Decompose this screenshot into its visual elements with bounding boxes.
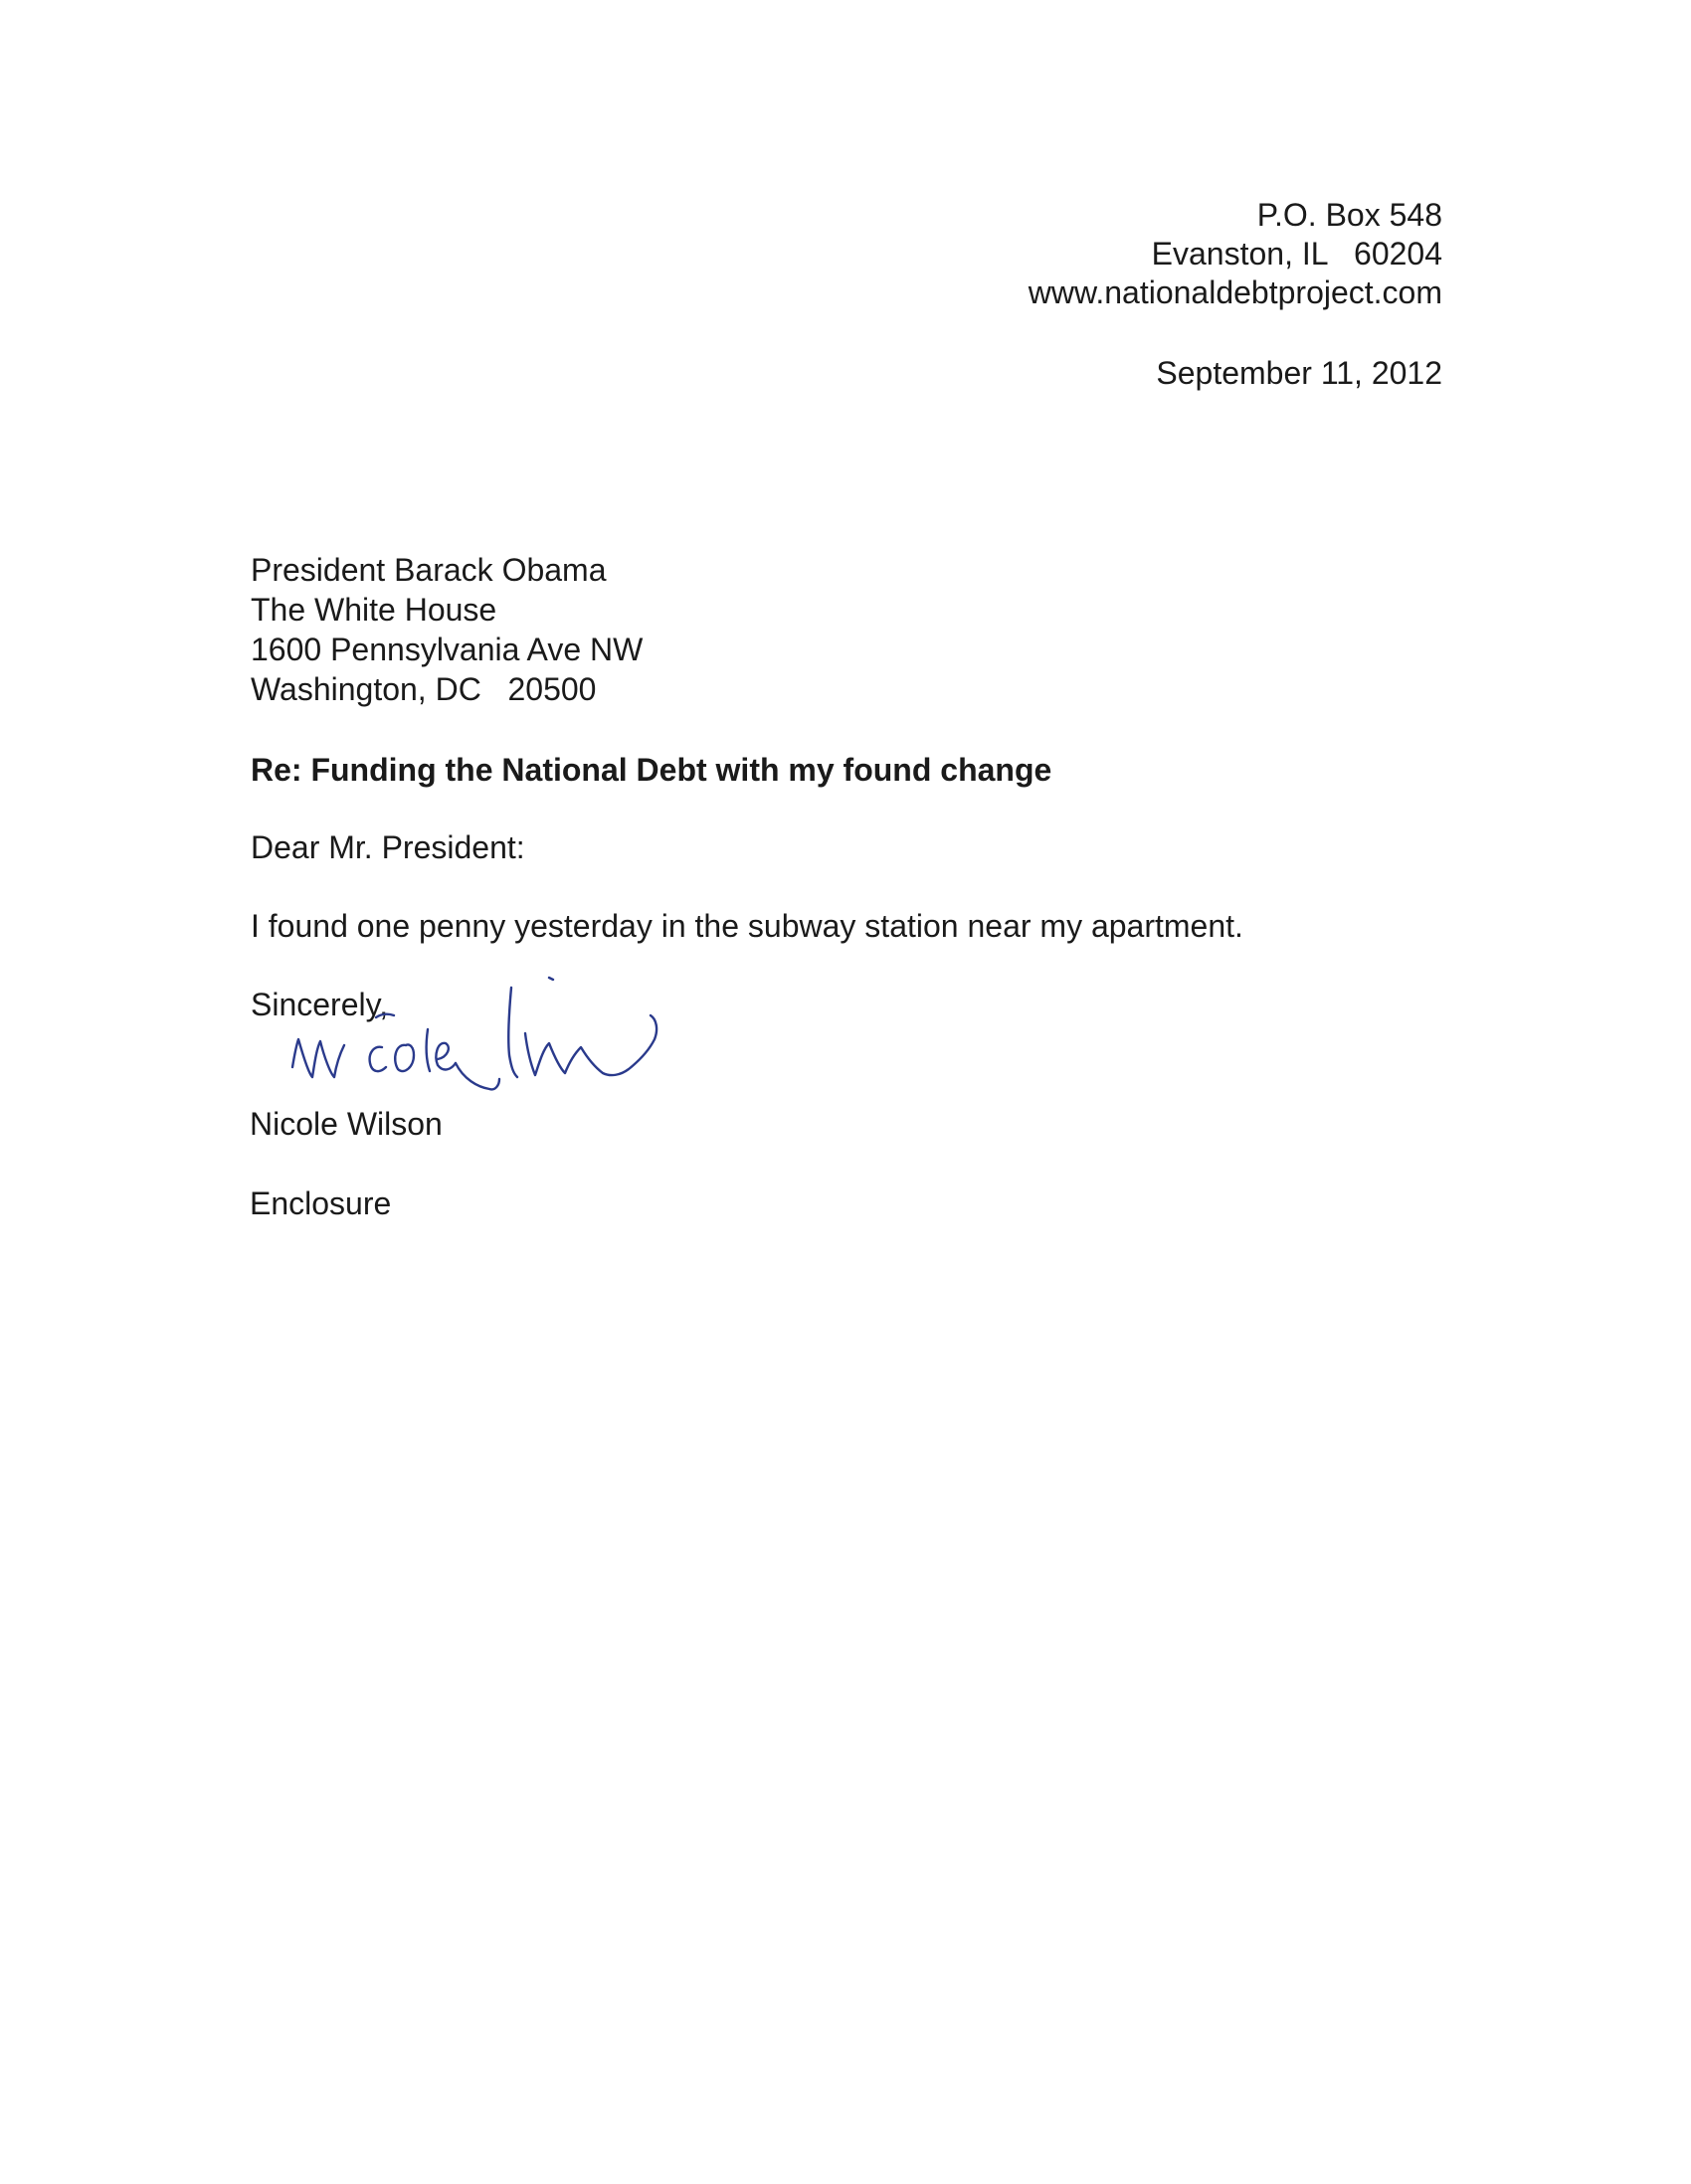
sender-po-box: P.O. Box 548 [1256,197,1442,233]
subject-line: Re: Funding the National Debt with my found change [251,752,1052,788]
salutation: Dear Mr. President: [251,829,525,865]
closing: Sincerely, [251,987,389,1022]
sender-city-state-zip: Evanston, IL 60204 [1151,236,1442,272]
body-paragraph: I found one penny yesterday in the subway station near my apartment. [251,908,1243,944]
recipient-name: President Barack Obama [251,552,607,588]
letter-date: September 11, 2012 [1156,355,1442,391]
recipient-address [251,550,643,709]
sender-address [1029,196,1442,312]
recipient-organization: The White House [251,592,497,628]
signer-name: Nicole Wilson [250,1106,443,1142]
recipient-city-state-zip: Washington, DC 20500 [251,671,597,707]
sender-website: www.nationaldebtproject.com [1028,274,1442,310]
enclosure-note: Enclosure [250,1185,392,1221]
recipient-street: 1600 Pennsylvania Ave NW [251,632,644,667]
handwritten-signature [279,970,776,1109]
